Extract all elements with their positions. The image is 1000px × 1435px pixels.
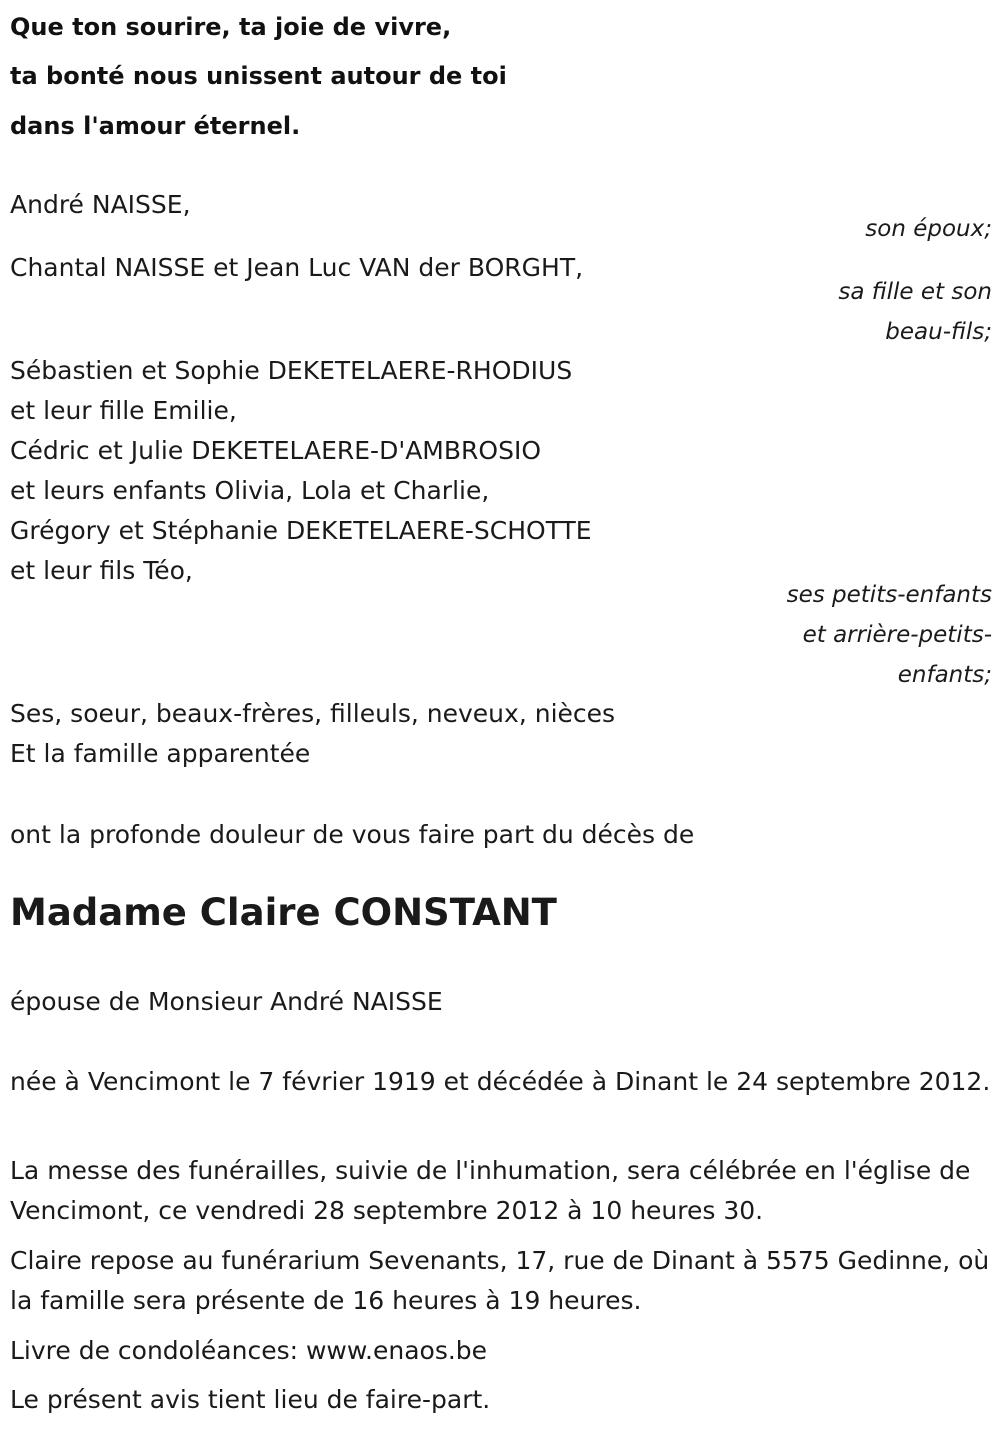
- grandchildren-line-2: et leur fille Emilie,: [10, 396, 237, 425]
- daughter-role-line-2: beau-fils;: [885, 319, 992, 345]
- husband-role: son époux;: [865, 216, 992, 242]
- condolences-line: Livre de condoléances: www.enaos.be: [10, 1336, 488, 1365]
- husband-name: André NAISSE,: [10, 190, 191, 219]
- grandchildren-line-3: Cédric et Julie DEKETELAERE-D'AMBROSIO: [10, 436, 541, 465]
- birth-death-paragraph: née à Vencimont le 7 février 1919 et décédée à Dinant le 24 septembre 2012.: [10, 1067, 991, 1096]
- notice-line: Le présent avis tient lieu de faire-part.: [10, 1385, 491, 1414]
- grandchildren-role-line-1: ses petits-enfants: [786, 582, 992, 608]
- grandchildren-role-line-3: enfants;: [897, 662, 992, 688]
- spouse-of: épouse de Monsieur André NAISSE: [10, 987, 443, 1016]
- poem-line-2: ta bonté nous unissent autour de toi: [10, 62, 507, 90]
- extended-family-line-2: Et la famille apparentée: [10, 739, 311, 768]
- grandchildren-role-line-2: et arrière-petits-: [802, 622, 992, 648]
- grandchildren-line-1: Sébastien et Sophie DEKETELAERE-RHODIUS: [10, 356, 573, 385]
- announcement: ont la profonde douleur de vous faire part du décès de: [10, 820, 695, 849]
- death-notice: [10, 0, 992, 1435]
- poem-line-1: Que ton sourire, ta joie de vivre,: [10, 13, 452, 41]
- deceased-name: Madame Claire CONSTANT: [10, 891, 557, 934]
- extended-family-line-1: Ses, soeur, beaux-frères, filleuls, neveux, nièces: [10, 699, 616, 728]
- grandchildren-line-6: et leur fils Téo,: [10, 556, 193, 585]
- daughter-role-line-1: sa fille et son: [838, 279, 992, 305]
- daughter-name: Chantal NAISSE et Jean Luc VAN der BORGHT,: [10, 253, 584, 282]
- poem-line-3: dans l'amour éternel.: [10, 112, 301, 140]
- grandchildren-line-4: et leurs enfants Olivia, Lola et Charlie,: [10, 476, 490, 505]
- grandchildren-line-5: Grégory et Stéphanie DEKETELAERE-SCHOTTE: [10, 516, 592, 545]
- funeral-paragraph: La messe des funérailles, suivie de l'inhumation, sera célébrée en l'église de Vencimont, ce vendredi 28 septembre 2012 à 10 heures 30.: [10, 1156, 971, 1225]
- resting-place-paragraph: Claire repose au funérarium Sevenants, 17, rue de Dinant à 5575 Gedinne, où la famille sera présente de 16 heures à 19 heures.: [10, 1246, 990, 1315]
